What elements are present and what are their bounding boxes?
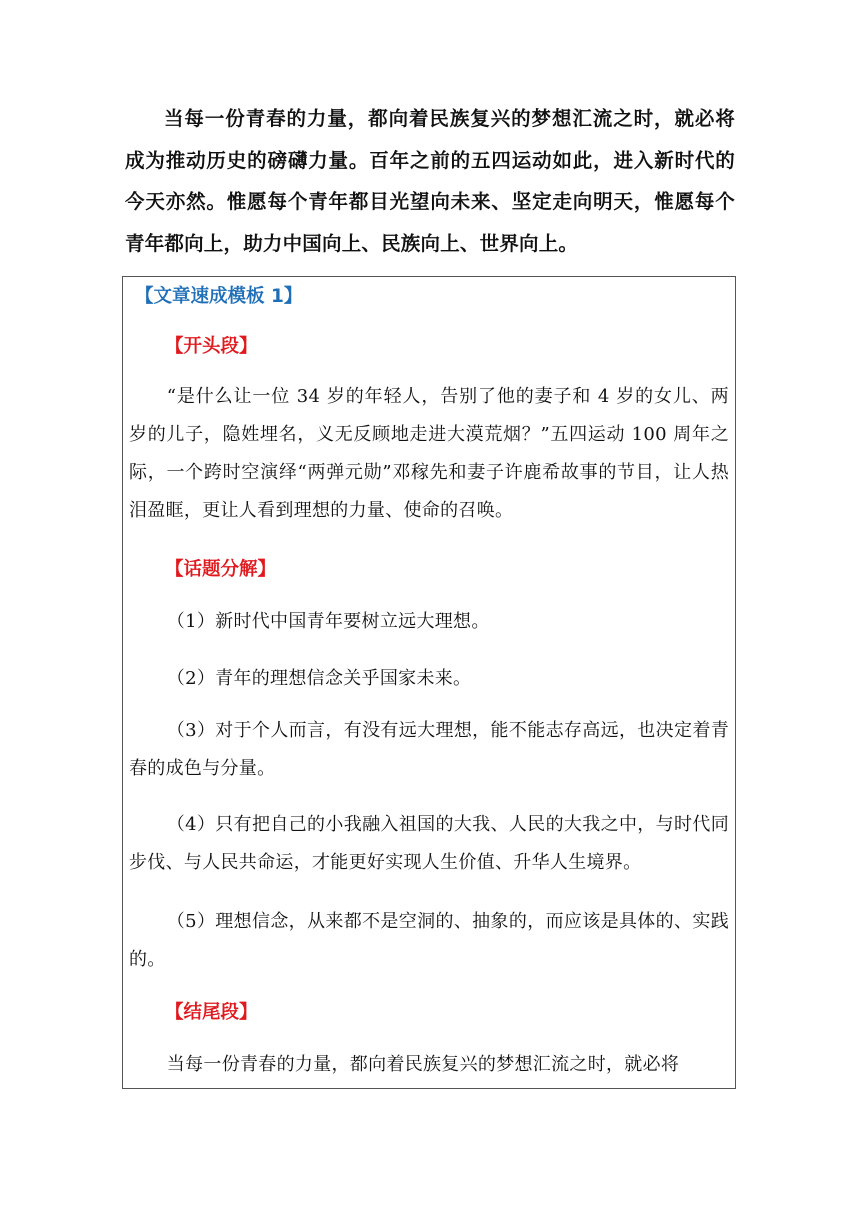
ending-paragraph: 当每一份青春的力量，都向着民族复兴的梦想汇流之时，就必将 xyxy=(166,1054,680,1075)
opening-heading: 【开头段】 xyxy=(165,336,258,357)
topic-heading: 【话题分解】 xyxy=(165,559,277,580)
template-box xyxy=(122,276,736,1089)
topic-point-3: （3）对于个人而言，有没有远大理想，能不能志存高远，也决定着青春的成色与分量。 xyxy=(129,720,729,779)
opening-paragraph: “是什么让一位 34 岁的年轻人，告别了他的妻子和 4 岁的女儿、两岁的儿子，隐姓埋名，义无反顾地走进大漠荒烟？”五四运动 100 周年之际，一个跨时空演绎“两弹元勋”邓稼先和妻子许鹿希故事的节目，让人热泪盈眶，更让人看到理想的力量、使命的召唤。 xyxy=(129,386,729,521)
template-title: 【文章速成模板 1】 xyxy=(135,286,303,307)
topic-point-4: （4）只有把自己的小我融入祖国的大我、人民的大我之中，与时代同步伐、与人民共命运，才能更好实现人生价值、升华人生境界。 xyxy=(129,814,729,873)
ending-heading: 【结尾段】 xyxy=(165,1002,258,1023)
intro-paragraph: 当每一份青春的力量，都向着民族复兴的梦想汇流之时，就必将成为推动历史的磅礴力量。百年之前的五四运动如此，进入新时代的今天亦然。惟愿每个青年都目光望向未来、坚定走向明天，惟愿每个青年都向上，助力中国向上、民族向上、世界向上。 xyxy=(125,107,735,255)
topic-point-2: （2）青年的理想信念关乎国家未来。 xyxy=(166,668,472,689)
topic-point-5: （5）理想信念，从来都不是空洞的、抽象的，而应该是具体的、实践的。 xyxy=(129,911,729,970)
topic-point-1: （1）新时代中国青年要树立远大理想。 xyxy=(166,611,490,632)
